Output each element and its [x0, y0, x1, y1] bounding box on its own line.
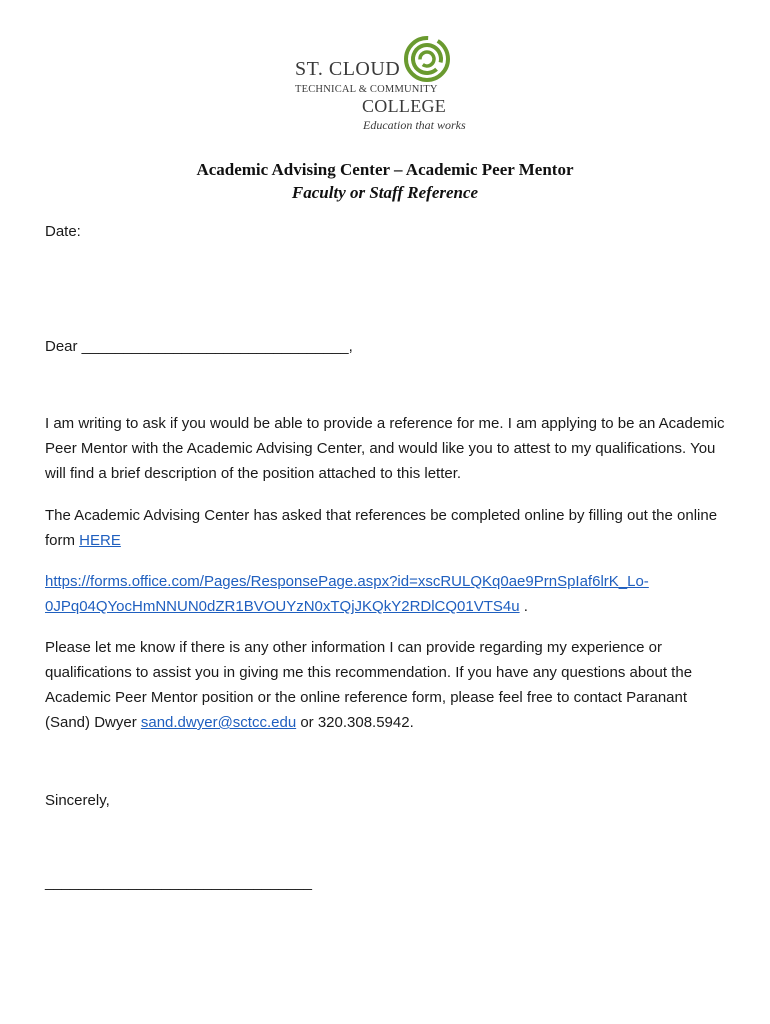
email-link[interactable]: sand.dwyer@sctcc.edu: [140, 714, 297, 731]
form-url-link-line2[interactable]: 0JPq04QYocHmNNUN0dZR1BVOUYzN0xTQjJKQkY2RDlCQ01VTS4u: [45, 598, 520, 615]
college-logo: [292, 36, 492, 136]
paragraph-contact: [45, 635, 735, 735]
here-link[interactable]: HERE: [79, 532, 121, 549]
form-url-block: [45, 569, 735, 619]
paragraph-contact-text: Please let me know if there is any other information I can provide regarding my experience or qualifications to assist you in giving me this recommendation. If you have any questions about the Academic Peer Mentor position or the online reference form, please feel free to contact Paranant (Sand) Dwyer: [45, 639, 693, 731]
form-url-tail: .: [519, 598, 528, 615]
logo-tagline: Education that works: [363, 118, 466, 132]
date-label: Date:: [45, 223, 81, 240]
logo-name-line1: ST. CLOUD: [295, 58, 401, 80]
paragraph-online-form: [45, 503, 735, 553]
form-url-link-line1[interactable]: https://forms.office.com/Pages/ResponsePage.aspx?id=xscRULQKq0ae9PrnSpIaf6lrK_Lo-: [45, 573, 649, 590]
paragraph-request: I am writing to ask if you would be able to provide a reference for me. I am applying to be an Academic Peer Mentor with the Academic Advising Center, and would like you to attest to my qualifications. You will find a brief description of the position attached to this letter.: [45, 415, 725, 482]
salutation: Dear ________________________________,: [45, 338, 353, 355]
paragraph-contact-tail: or 320.308.5942.: [296, 714, 414, 731]
document-title: Academic Advising Center – Academic Peer Mentor: [196, 160, 574, 179]
logo-name-line3: COLLEGE: [362, 96, 447, 116]
college-logo-mark-icon: [404, 36, 450, 82]
signature-line: ________________________________: [45, 874, 312, 891]
document-subtitle: Faculty or Staff Reference: [291, 183, 479, 202]
paragraph-online-form-text: The Academic Advising Center has asked that references be completed online by filling out the online form: [45, 507, 718, 549]
logo-name-line2: TECHNICAL & COMMUNITY: [295, 84, 438, 95]
closing: Sincerely,: [45, 792, 110, 809]
